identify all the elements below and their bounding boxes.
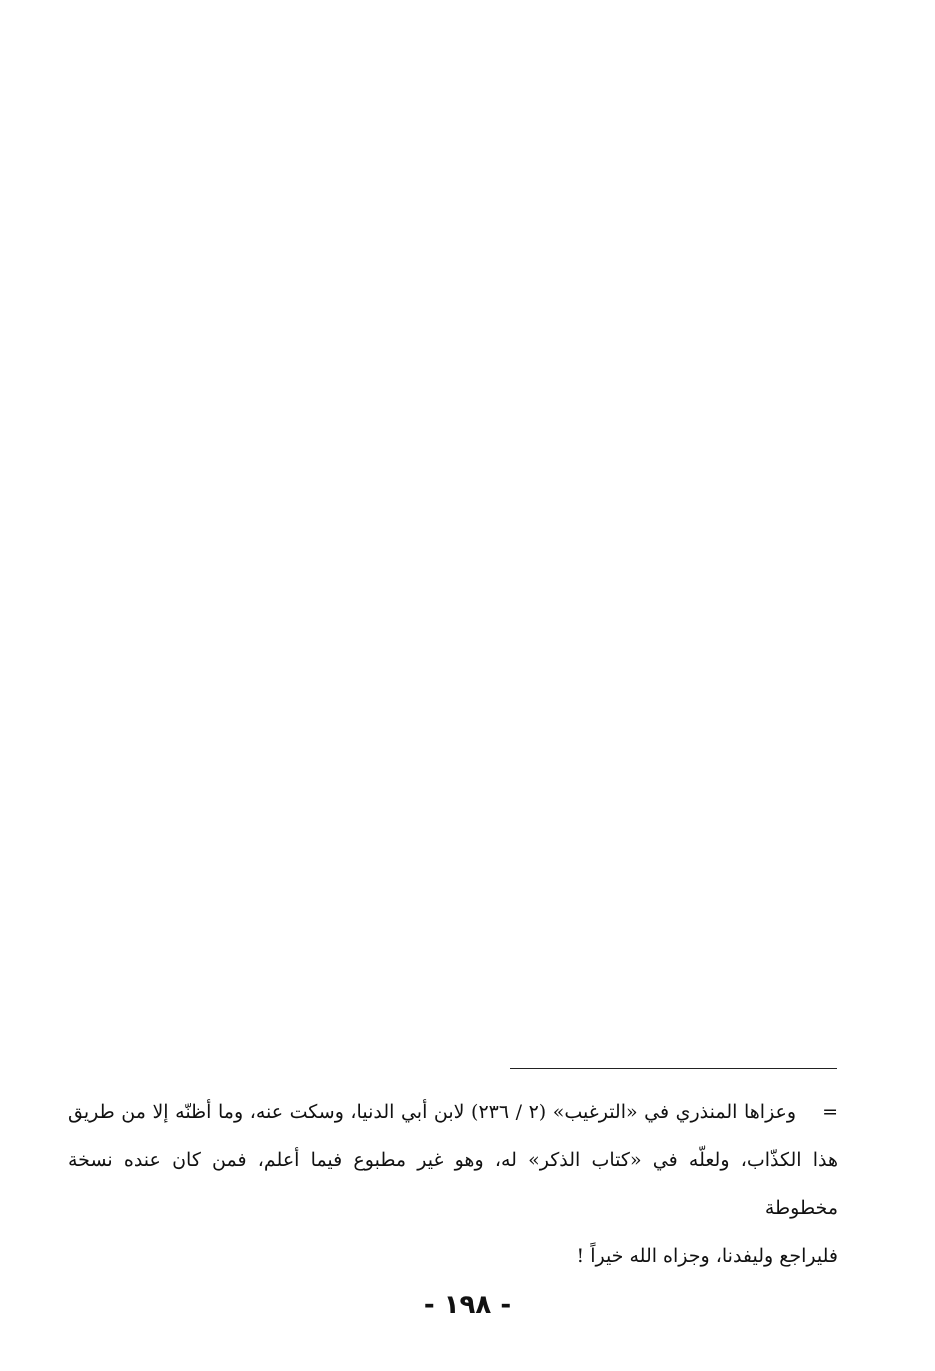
footnote-line-3: فليراجع وليفدنا، وجزاه الله خيراً !	[576, 1245, 838, 1267]
footnote	[68, 1088, 838, 1280]
footnote-line-1	[68, 1088, 838, 1136]
footnote-line-2: هذا الكذّاب، ولعلّه في «كتاب الذكر» له، وهو غير مطبوع فيما أعلم، فمن كان عنده نسخة مخطوطة	[68, 1149, 838, 1219]
page-number: - ١٩٨ -	[423, 1290, 512, 1320]
continuation-marker: =	[822, 1101, 838, 1123]
footnote-line-1-text: وعزاها المنذري في «الترغيب» (٢ / ٢٣٦) لابن أبي الدنيا، وسكت عنه، وما أظنّه إلا من طريق	[68, 1101, 797, 1123]
footnote-separator	[510, 1068, 837, 1069]
